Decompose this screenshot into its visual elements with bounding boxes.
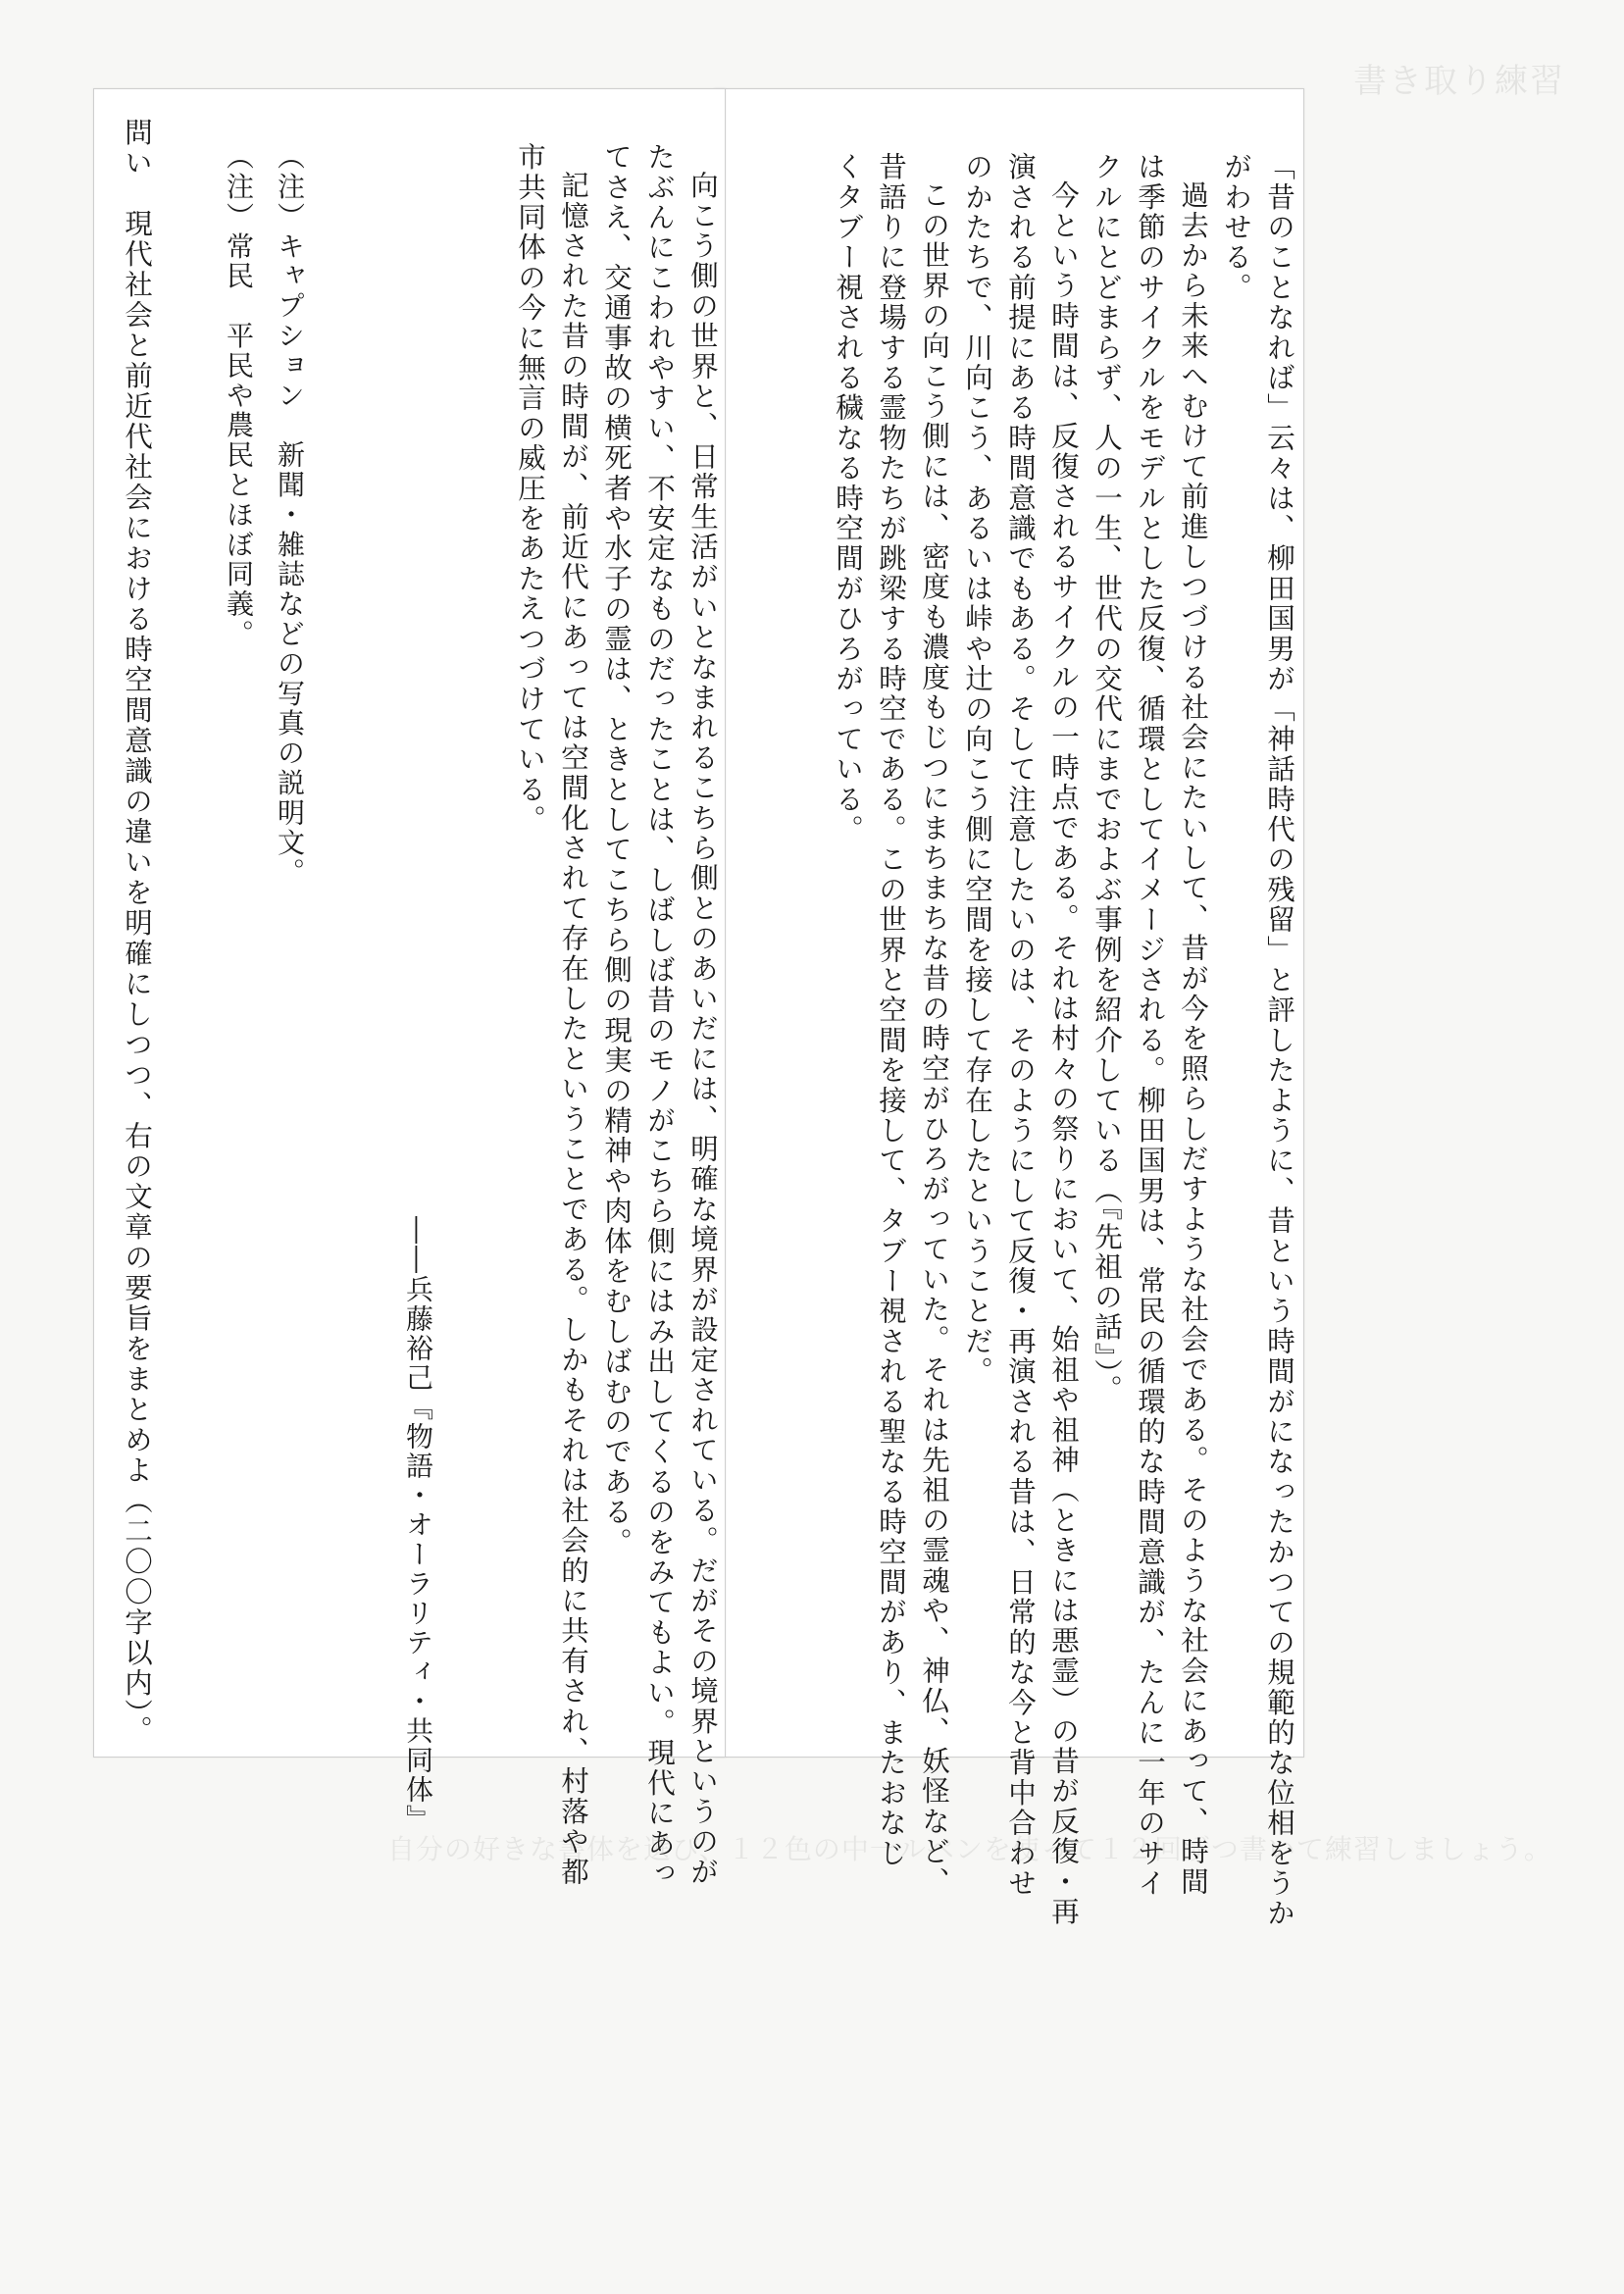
- main-passage-column: 過去から未来へむけて前進しつづける社会にたいして、昔が今を照らしだすような社会である。そのような社会にあって、時間: [1177, 180, 1209, 1897]
- source-attribution: ――兵藤裕己『物語・オーラリティ・共同体』: [402, 1216, 434, 1834]
- lower-passage-column: てさえ、交通事故の横死者や水子の霊は、ときとしてこちら側の現実の精神や肉体をむしばむのである。: [600, 142, 633, 1557]
- question-prompt: 問い 現代社会と前近代社会における時空間意識の違いを明確にしつつ、右の文章の要旨をまとめよ（二〇〇字以内）。: [121, 118, 153, 1746]
- main-passage-column: 「昔のことなれば」云々は、柳田国男が「神話時代の残留」と評したように、昔という時間がになったかつての規範的な位相をうか: [1263, 152, 1295, 1929]
- bleed-through-footer: 自分の好きな書体を選び、１２色の中一ルペンを使って１２回ずつ書いて練習しましょう。: [387, 1833, 1552, 1865]
- lower-passage-column: 市共同体の今に無言の威圧をあたえつづけている。: [514, 142, 546, 836]
- main-passage-column: 演される前提にある時間意識でもある。そして注意したいのは、そのようにして反復・再演される昔は、日常的な今と背中合わせ: [1004, 152, 1037, 1899]
- main-passage-column: がわせる。: [1220, 152, 1252, 303]
- main-passage-column: 今という時間は、反復されるサイクルの一時点である。それは村々の祭りにおいて、始祖や祖神（ときには悪霊）の昔が反復・再: [1047, 180, 1080, 1927]
- main-passage-column: くタブー視される穢なる時空間がひろがっている。: [832, 152, 864, 845]
- lower-passage-column: 向こう側の世界と、日常生活がいとなまれるこちら側とのあいだには、明確な境界が設定されている。だがその境界というのが: [686, 171, 719, 1887]
- footnote-caption: （注）キャプション 新聞・雑誌などの写真の説明文。: [274, 142, 306, 888]
- lower-passage-column: たぶんにこわれやすい、不安定なものだったことは、しばしば昔のモノがこちら側にはみ出してくるのをみてもよい。現代にあっ: [643, 142, 676, 1889]
- bleed-through-header: 書き取り練習: [1353, 62, 1565, 101]
- lower-passage: [508, 142, 724, 1889]
- main-passage: [826, 152, 1300, 1929]
- lower-passage-column: 記憶された昔の時間が、前近代にあっては空間化されて存在したということである。しかもそれは社会的に共有され、村落や都: [557, 171, 589, 1887]
- main-passage-column: のかたちで、川向こう、あるいは峠や辻の向こう側に空間を接して存在したということだ。: [961, 152, 993, 1387]
- main-passage-column: 昔語りに登場する霊物たちが跳梁する時空である。この世界と空間を接して、タブー視される聖なる時空間があり、またおなじ: [875, 152, 907, 1868]
- main-passage-column: この世界の向こう側には、密度も濃度もじつにまちまちな昔の時空がひろがっていた。それは先祖の霊魂や、神仏、妖怪など、: [918, 180, 950, 1897]
- main-passage-column: は季節のサイクルをモデルとした反復、循環としてイメージされる。柳田国男は、常民の循環的な時間意識が、たんに一年のサイ: [1134, 152, 1166, 1899]
- footnote-jomin: （注）常民 平民や農民とほぼ同義。: [223, 142, 255, 649]
- main-passage-column: クルにとどまらず、人の一生、世代の交代にまでおよぶ事例を紹介している（『先祖の話』）。: [1091, 152, 1123, 1405]
- footnotes: [213, 142, 315, 888]
